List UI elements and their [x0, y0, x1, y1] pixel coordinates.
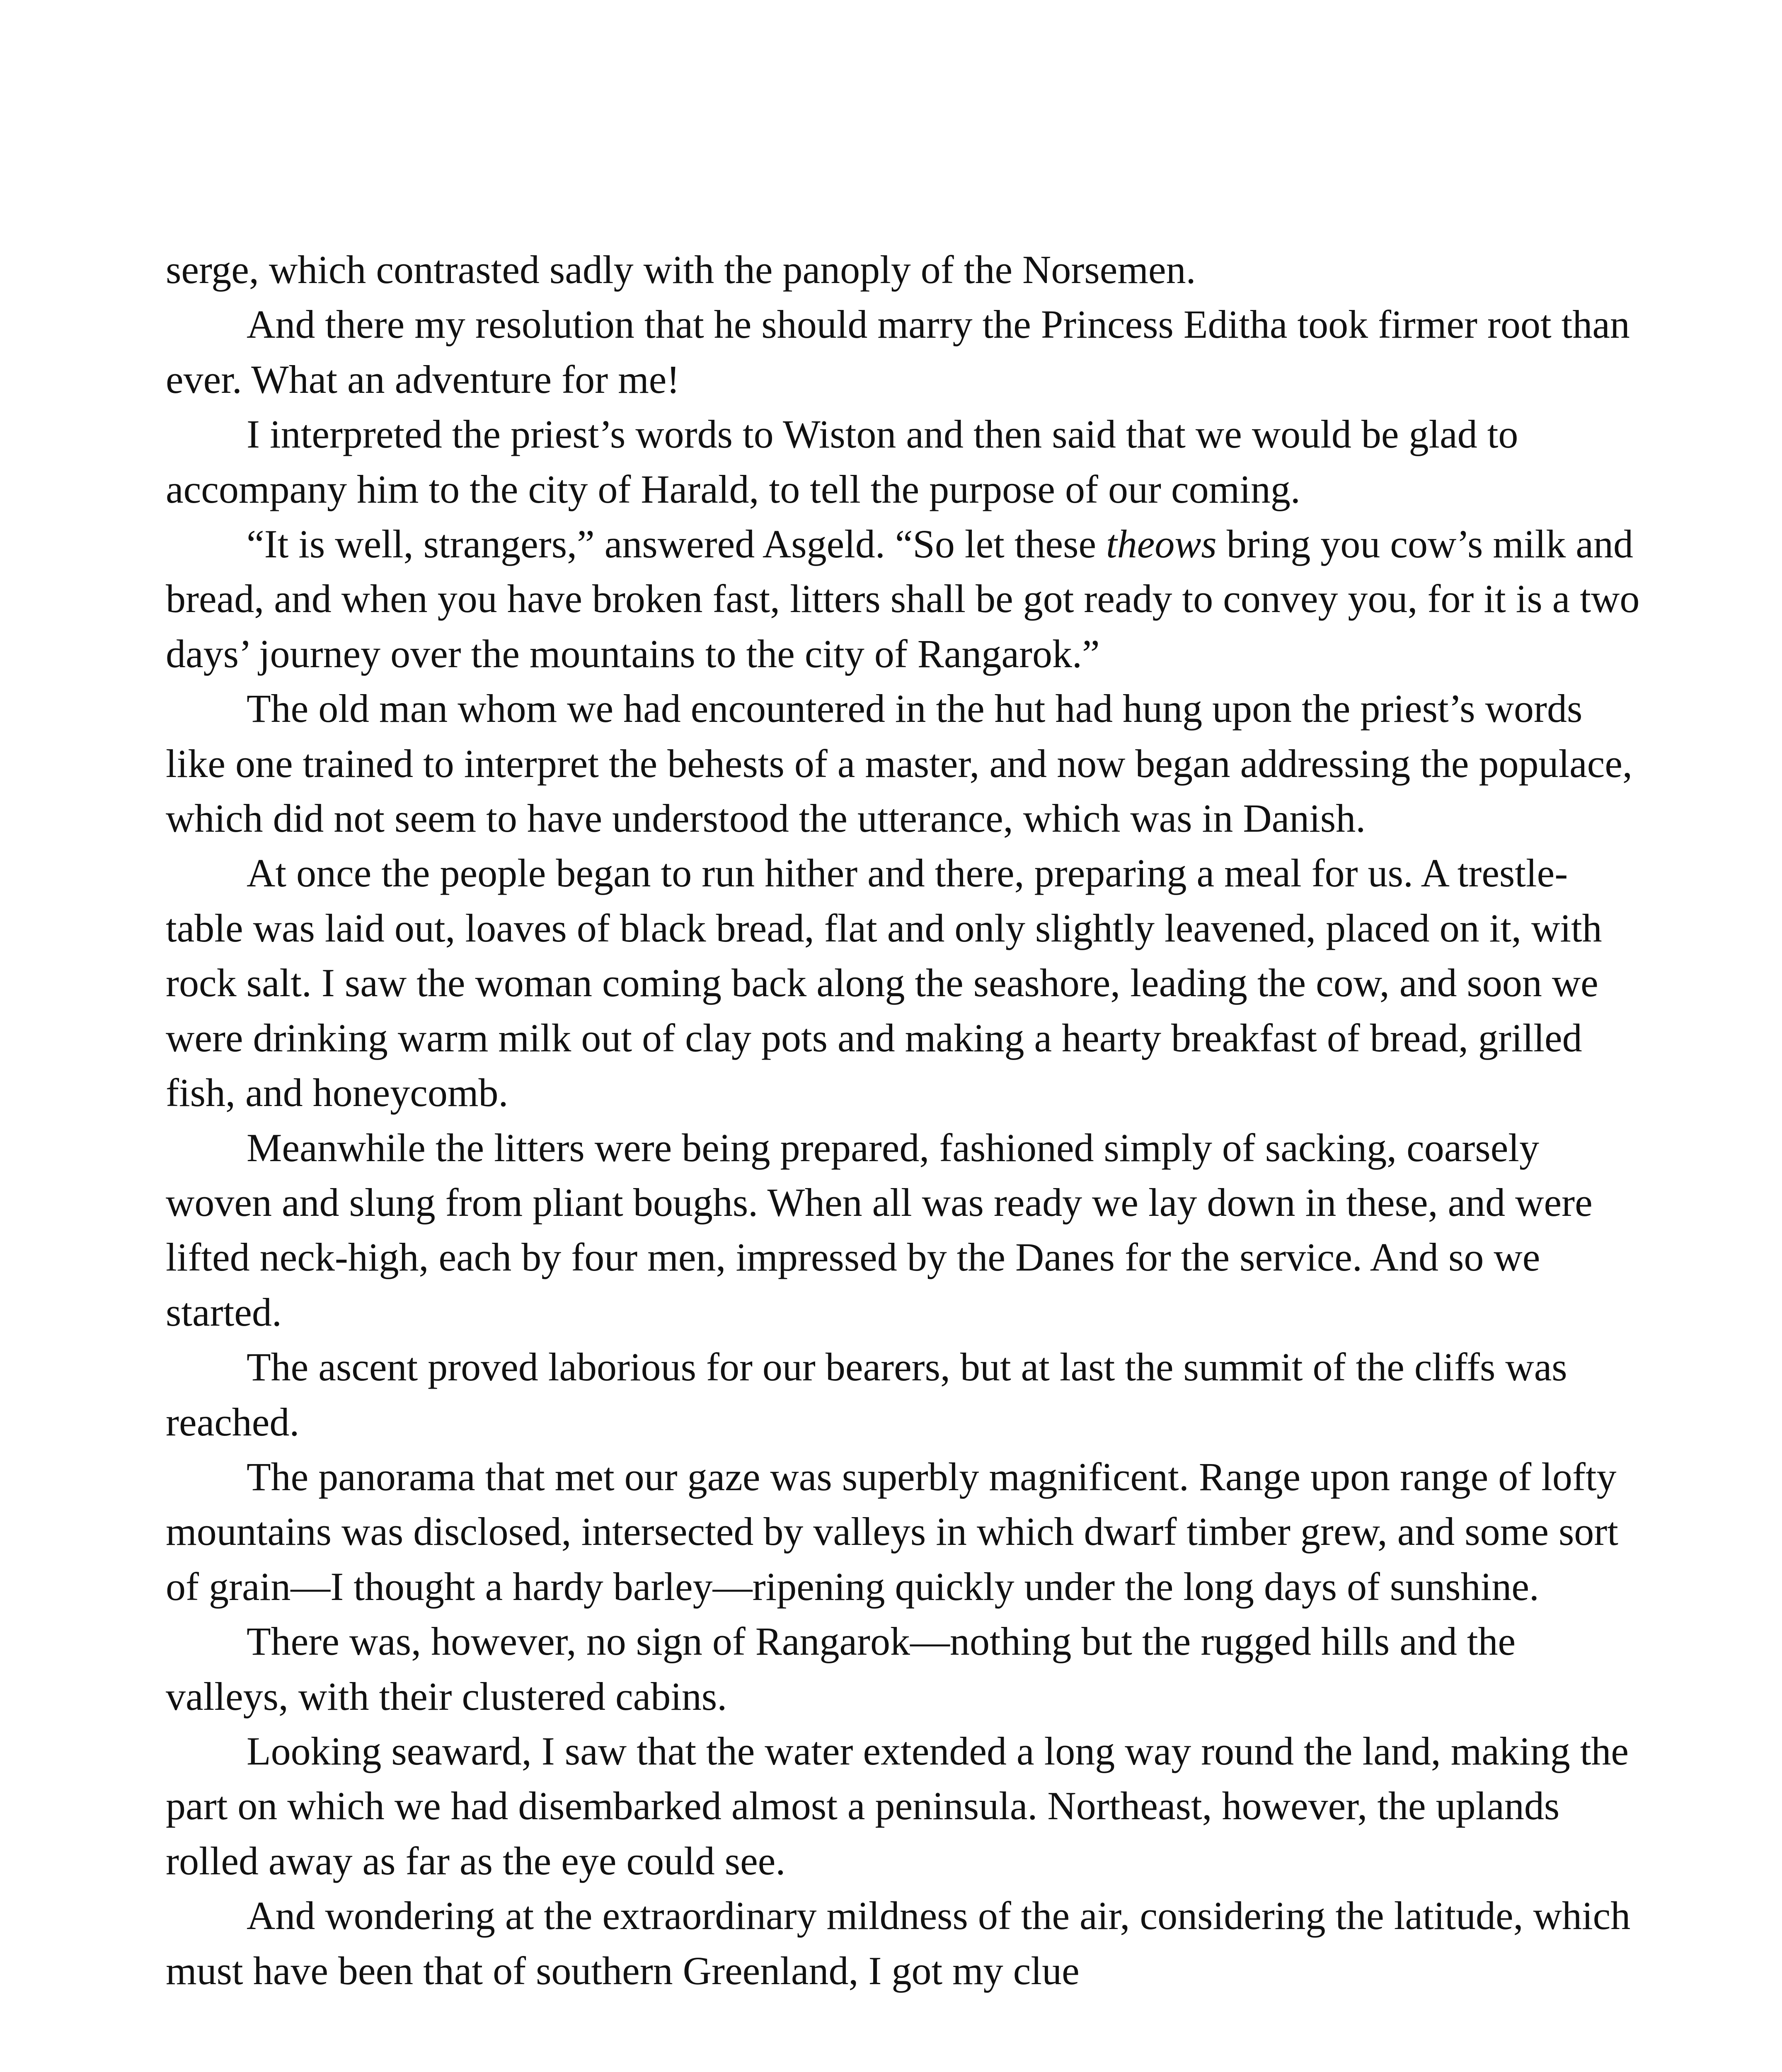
paragraph [166, 242, 1641, 297]
text-run: The ascent proved laborious for our bearers, but at last the summit of the cliffs was reached. [166, 1345, 1567, 1444]
text-run: serge, which contrasted sadly with the panoply of the Norsemen. [166, 247, 1196, 292]
paragraph [166, 1340, 1641, 1450]
text-run: And wondering at the extraordinary mildness of the air, considering the latitude, which must have been that of southern Greenland, I got my clue [166, 1893, 1631, 1993]
text-run: At once the people began to run hither and there, preparing a meal for us. A trestle-table was laid out, loaves of black bread, flat and only slightly leavened, placed on it, with rock salt. I saw the woman coming back along the seashore, leading the cow, and soon we were drinking warm milk out of clay pots and making a hearty breakfast of bread, grilled fish, and honeycomb. [166, 851, 1602, 1115]
paragraph [166, 297, 1641, 407]
body-text [166, 242, 1641, 1998]
paragraph [166, 517, 1641, 681]
paragraph [166, 1724, 1641, 1888]
paragraph [166, 1614, 1641, 1724]
text-run: I interpreted the priest’s words to Wiston and then said that we would be glad to accompany him to the city of Harald, to tell the purpose of our coming. [166, 412, 1518, 511]
text-run: The old man whom we had encountered in the hut had hung upon the priest’s words like one trained to interpret the behests of a master, and now began addressing the populace, which did not seem to have understood the utterance, which was in Danish. [166, 686, 1632, 841]
text-run: The panorama that met our gaze was superbly magnificent. Range upon range of lofty mountains was disclosed, intersected by valleys in which dwarf timber grew, and some sort of grain—I thought a hardy barley—ripening quickly under the long days of sunshine. [166, 1454, 1618, 1609]
paragraph [166, 1888, 1641, 1998]
text-run: There was, however, no sign of Rangarok—nothing but the rugged hills and the valleys, with their clustered cabins. [166, 1619, 1516, 1719]
text-run: Looking seaward, I saw that the water extended a long way round the land, making the part on which we had disembarked almost a peninsula. Northeast, however, the uplands rolled away as far as the eye could see. [166, 1728, 1629, 1883]
text-run: And there my resolution that he should marry the Princess Editha took firmer root than ever. What an adventure for me! [166, 302, 1630, 402]
paragraph [166, 407, 1641, 517]
text-run: Meanwhile the litters were being prepared, fashioned simply of sacking, coarsely woven and slung from pliant boughs. When all was ready we lay down in these, and were lifted neck-high, each by four men, impressed by the Danes for the service. And so we started. [166, 1125, 1593, 1334]
italic-text: theows [1106, 522, 1217, 566]
paragraph [166, 681, 1641, 846]
paragraph [166, 1121, 1641, 1340]
paragraph [166, 1450, 1641, 1614]
paragraph [166, 846, 1641, 1120]
text-run: bring you cow’s milk and bread, and when you have broken fast, litters shall be got ready to convey you, for it is a two days’ journey over the mountains to the city of Rangarok.” [166, 522, 1640, 676]
text-run: “It is well, strangers,” answered Asgeld. “So let these [247, 522, 1106, 566]
